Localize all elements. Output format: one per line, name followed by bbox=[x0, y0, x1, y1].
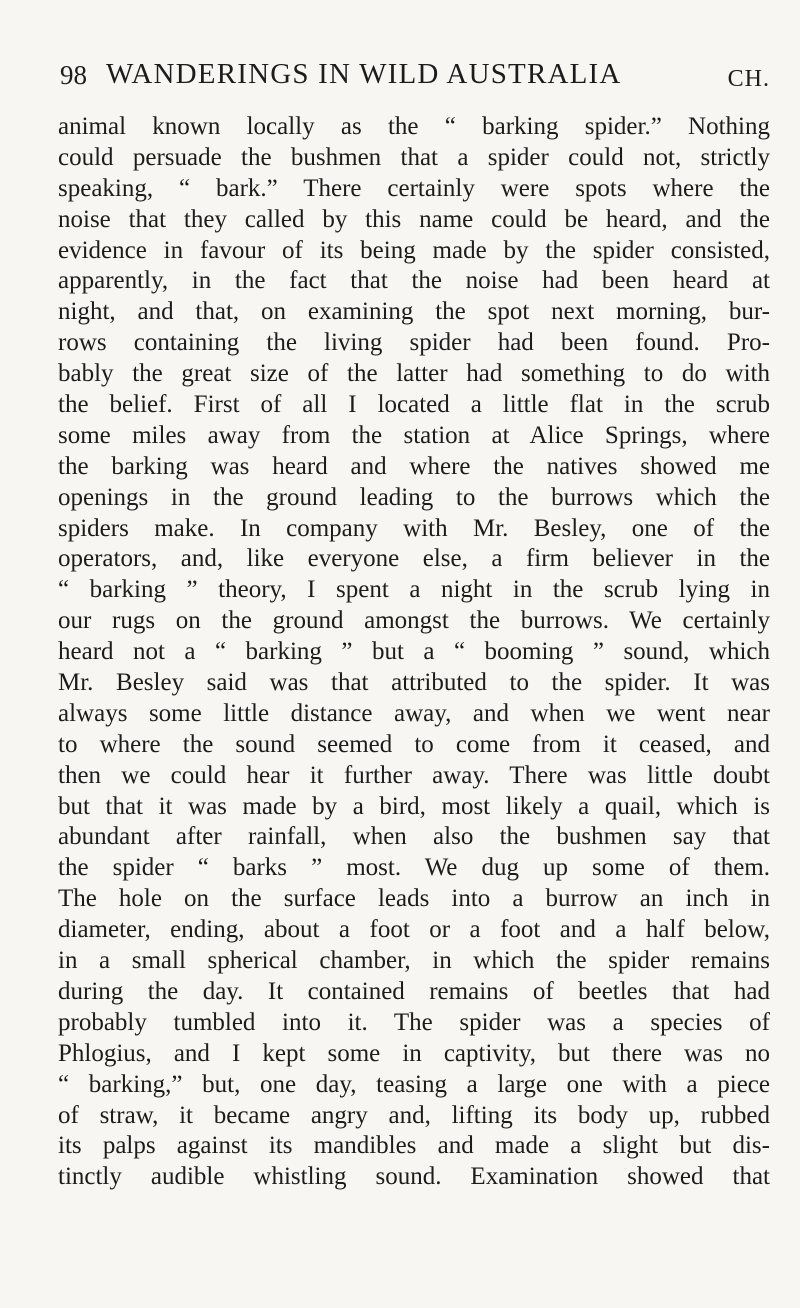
text-line: night, and that, on examining the spot next morning, bur- bbox=[58, 298, 770, 326]
body-text bbox=[58, 112, 770, 1193]
text-line: the belief. First of all I located a little flat in the scrub bbox=[58, 391, 770, 419]
text-line: heard not a “ barking ” but a “ booming ” sound, which bbox=[58, 638, 770, 666]
text-line: evidence in favour of its being made by the spider consisted, bbox=[58, 236, 770, 264]
text-line: probably tumbled into it. The spider was a species of bbox=[58, 1008, 770, 1036]
text-line: spiders make. In company with Mr. Besley, one of the bbox=[58, 514, 770, 542]
running-head bbox=[60, 52, 770, 92]
text-line: animal known locally as the “ barking spider.” Nothing bbox=[58, 113, 770, 140]
text-line: diameter, ending, about a foot or a foot and a half below, bbox=[58, 916, 770, 944]
text-line: our rugs on the ground amongst the burrows. We certainly bbox=[58, 607, 770, 635]
text-line: to where the sound seemed to come from it ceased, and bbox=[58, 730, 770, 758]
text-line: apparently, in the fact that the noise had been heard at bbox=[58, 267, 770, 295]
chapter-abbrev: CH. bbox=[727, 66, 770, 92]
text-line: in a small spherical chamber, in which the spider remains bbox=[58, 947, 770, 975]
text-line: some miles away from the station at Alice Springs, where bbox=[58, 421, 770, 449]
text-line: operators, and, like everyone else, a firm believer in the bbox=[58, 545, 770, 573]
text-line: “ barking,” but, one day, teasing a large one with a piece bbox=[58, 1070, 770, 1098]
text-line: noise that they called by this name could be heard, and the bbox=[58, 205, 770, 233]
text-line: bably the great size of the latter had something to do with bbox=[58, 360, 770, 388]
book-title: WANDERINGS IN WILD AUSTRALIA bbox=[106, 58, 622, 90]
page-number: 98 bbox=[60, 60, 87, 90]
text-line: Mr. Besley said was that attributed to the spider. It was bbox=[58, 669, 770, 697]
text-line: tinctly audible whistling sound. Examination showed that bbox=[58, 1163, 770, 1191]
text-line: rows containing the living spider had been found. Pro- bbox=[58, 329, 770, 357]
text-line: speaking, “ bark.” There certainly were spots where the bbox=[58, 174, 770, 202]
text-line: the barking was heard and where the natives showed me bbox=[58, 452, 770, 480]
text-line: The hole on the surface leads into a burrow an inch in bbox=[58, 885, 770, 913]
text-line: abundant after rainfall, when also the bushmen say that bbox=[58, 823, 770, 851]
text-line: “ barking ” theory, I spent a night in the scrub lying in bbox=[58, 576, 770, 604]
text-line: the spider “ barks ” most. We dug up some of them. bbox=[58, 854, 770, 882]
text-line: during the day. It contained remains of beetles that had bbox=[58, 977, 770, 1005]
text-line: then we could hear it further away. There was little doubt bbox=[58, 761, 770, 789]
text-line: of straw, it became angry and, lifting its body up, rubbed bbox=[58, 1101, 770, 1129]
text-line: Phlogius, and I kept some in captivity, but there was no bbox=[58, 1039, 770, 1067]
text-line: but that it was made by a bird, most likely a quail, which is bbox=[58, 792, 770, 820]
text-line: could persuade the bushmen that a spider could not, strictly bbox=[58, 143, 770, 171]
text-line: always some little distance away, and when we went near bbox=[58, 699, 770, 727]
text-line: its palps against its mandibles and made a slight but dis- bbox=[58, 1132, 770, 1160]
text-line: openings in the ground leading to the burrows which the bbox=[58, 483, 770, 511]
